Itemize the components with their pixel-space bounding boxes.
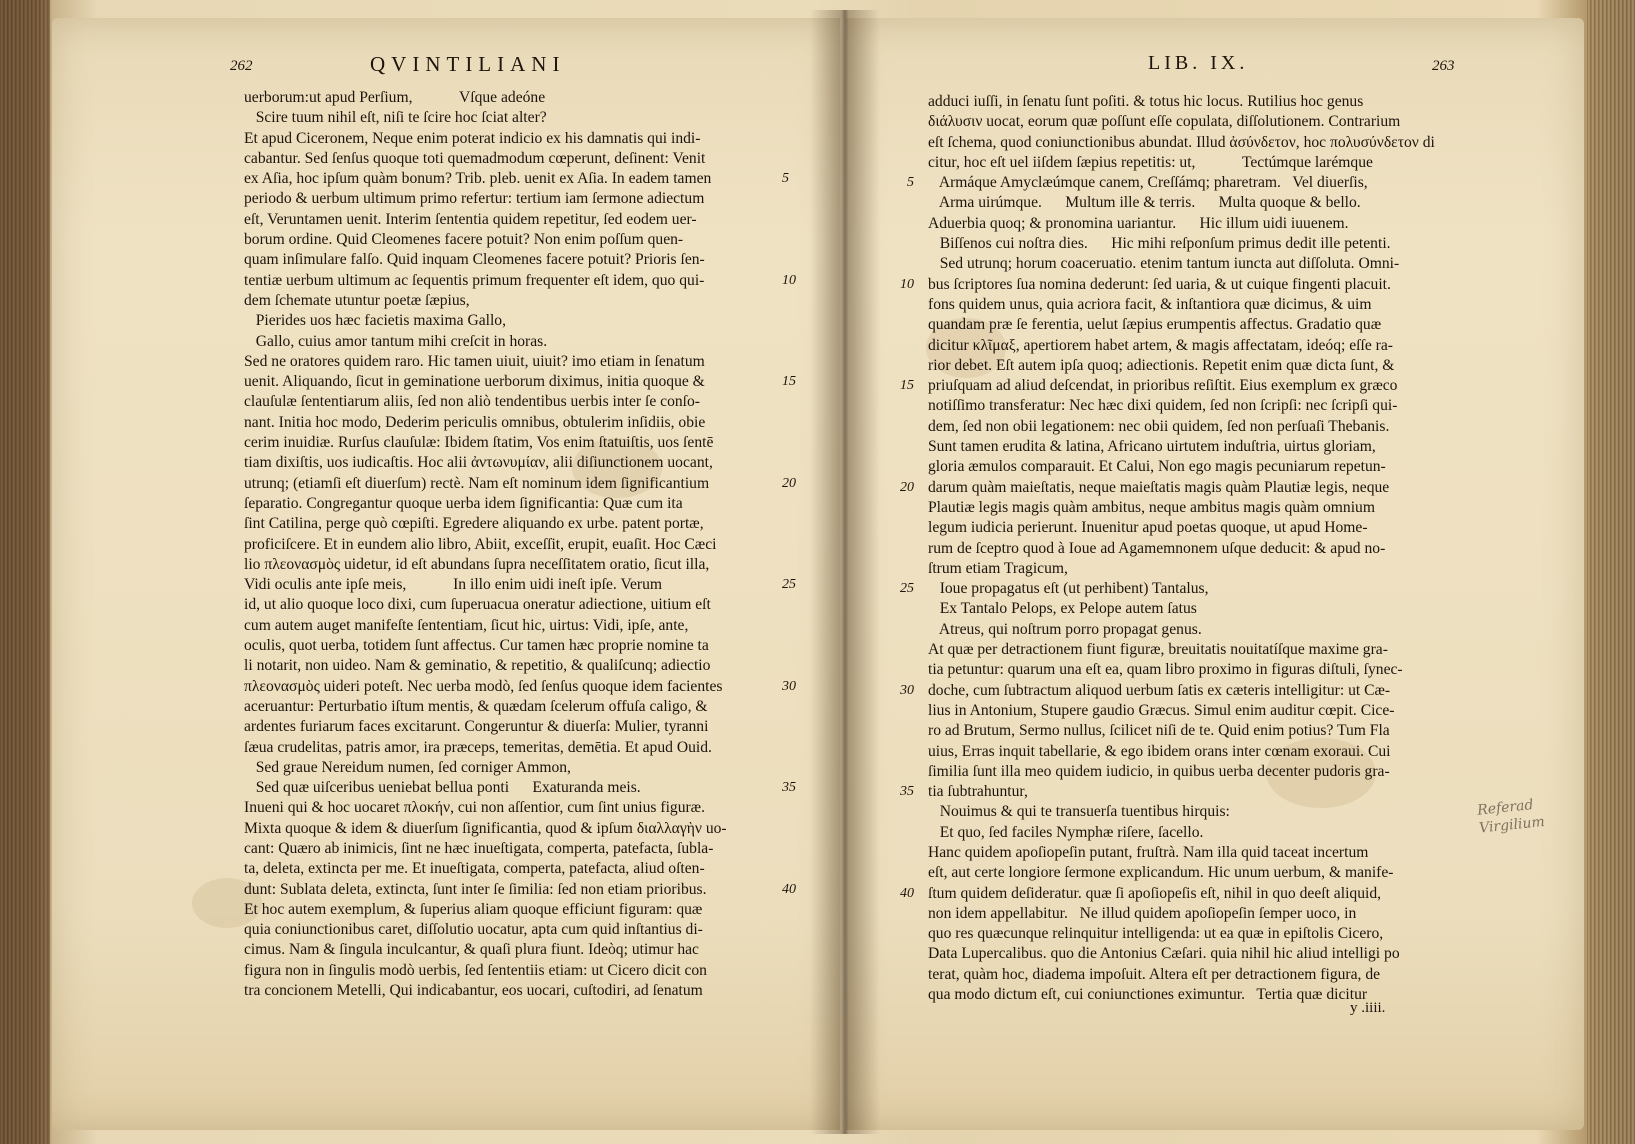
- line-text: eſt, Veruntamen uenit. Interim ſententia quidem repetitur, ſed eodem uer-: [244, 210, 697, 228]
- text-line: [244, 271, 796, 291]
- line-text: oculis, quot uerba, totidem ſunt affectus. Cur tamen hæc proprie nomine ta: [244, 637, 709, 655]
- line-text: li notarit, non uideo. Nam & geminatio, & repetitio, & qualiſcunq; adiectio: [244, 657, 711, 675]
- line-text: tentiæ uerbum ultimum ac ſequentis primum frequenter eſt idem, quo qui-: [244, 271, 705, 289]
- line-text: legum iudicia perierunt. Inuenitur apud poetas quoque, ut apud Home-: [928, 519, 1368, 537]
- text-line: [907, 173, 1456, 193]
- line-text: cerim inuidiæ. Rurſus clauſulæ: Ibidem ſtatim, Vos enim ſtatuiſtis, uos ſentē: [244, 434, 714, 452]
- text-line: [244, 291, 784, 311]
- text-line: [928, 417, 1456, 437]
- line-text: Sed utrunq; horum coaceruatio. etenim tantum iuncta aut diſſoluta. Omni-: [928, 255, 1400, 273]
- text-line: [244, 859, 784, 879]
- line-text: cimus. Nam & ſingula inculcantur, & quaſi plura fiunt. Ideòq; utimur hac: [244, 941, 699, 959]
- text-line: [244, 372, 796, 392]
- text-line: [928, 133, 1456, 153]
- text-line: [928, 336, 1456, 356]
- line-text: Hanc quidem apoſiopeſin putant, fruſtrà. Nam illa quid taceat incertum: [928, 843, 1369, 861]
- line-text: doche, cum ſubtractum aliquod uerbum ſatis ex cæteris intelligitur: ut Cæ-: [928, 681, 1391, 699]
- line-text: notiſſimo transferatur: Nec hæc dixi quidem, ſed non ſcripſi: nec ſcripſi qui-: [928, 397, 1398, 415]
- line-text: Sed quæ uiſceribus ueniebat bellua ponti Exaturanda meis.: [244, 779, 641, 797]
- line-text: dicitur κλῖμαξ, apertiorem habet artem, & magis affectatam, ideóq; eſſe ra-: [928, 336, 1393, 354]
- line-text: ſeparatio. Congregantur quoque uerba idem ſignificantia: Quæ cum ita: [244, 494, 683, 512]
- line-text: Gallo, cuius amor tantum mihi creſcit in horas.: [244, 332, 548, 350]
- text-line: [244, 656, 784, 676]
- line-number: 30: [782, 678, 796, 694]
- text-line: [928, 640, 1456, 660]
- line-text: ro ad Brutum, Sermo nullus, ſcilicet niſi de te. Quid enim potius? Tum Fla: [928, 722, 1390, 740]
- line-number: 10: [900, 276, 914, 292]
- line-text: At quæ per detractionem fiunt figuræ, breuitatis nouitatíſque maxime gra-: [928, 641, 1388, 659]
- text-line: [244, 981, 784, 1001]
- text-line: [900, 579, 1456, 599]
- line-text: Sunt tamen erudita & latina, Africano uirtutem induſtria, uirtus gloriam,: [928, 438, 1376, 456]
- right-text-block: [900, 92, 1456, 1005]
- line-text: tra concionem Metelli, Qui indicabantur, eos uocari, cuſtodiri, ad ſenatum: [244, 982, 703, 1000]
- line-number: 35: [782, 780, 796, 796]
- text-line: [244, 616, 784, 636]
- text-line: [928, 802, 1456, 822]
- line-text: uenit. Aliquando, ſicut in geminatione uerborum diximus, initia quoque &: [244, 373, 705, 391]
- line-text: priuſquam ad aliud deſcendat, in prioribus reſiſtit. Eius exemplum ex græco: [928, 377, 1398, 395]
- text-line: [928, 742, 1456, 762]
- line-text: lio πλεονασμὸς uidetur, id eſt abundans ſupra neceſſitatem oratio, ſicut illa,: [244, 555, 710, 573]
- text-line: [244, 839, 784, 859]
- line-text: id, ut alio quoque loco dixi, cum ſuperuacua oneratur adiectione, uitium eſt: [244, 596, 711, 614]
- text-line: [244, 555, 784, 575]
- left-text-block: [244, 88, 796, 1001]
- line-text: proficiſcere. Et in eundem alio libro, Abiit, exceſſit, erupit, euaſit. Hoc Cæci: [244, 535, 717, 553]
- text-line: [928, 904, 1456, 924]
- text-line: [928, 559, 1456, 579]
- line-number: 5: [907, 175, 914, 191]
- line-text: figura non in ſingulis modò uerbis, ſed ſententiis etiam: ut Cicero dicit con: [244, 961, 707, 979]
- text-line: [928, 112, 1456, 132]
- text-line: [928, 214, 1456, 234]
- catchword: y .iiii.: [1350, 1000, 1386, 1016]
- text-line: [928, 315, 1456, 335]
- text-line: [244, 798, 784, 818]
- line-text: tia ſubtrahuntur,: [928, 783, 1028, 801]
- text-line: [928, 762, 1456, 782]
- line-text: cant: Quæro ab inimicis, ſint ne hæc inueſtigata, comperta, patefacta, ſubla-: [244, 839, 714, 857]
- text-line: [928, 254, 1456, 274]
- text-line: [244, 575, 796, 595]
- line-text: ſimilia ſunt illa meo quidem iudicio, in quibus uerba decenter pudoris gra-: [928, 762, 1390, 780]
- text-line: [928, 823, 1456, 843]
- line-number: 35: [900, 784, 914, 800]
- text-line: [928, 518, 1456, 538]
- text-line: [244, 88, 784, 108]
- right-folio-number: 263: [1432, 58, 1455, 74]
- line-text: Data Lupercalibus. quo die Antonius Cæſari. quia nihil hic aliud intelligi po: [928, 945, 1400, 963]
- line-text: Et apud Ciceronem, Neque enim poterat indicio ex his damnatis qui indi-: [244, 129, 701, 147]
- line-text: ſtum quidem deſideratur. quæ ſi apoſiopeſis eſt, nihil in quo deeſt aliquid,: [928, 884, 1382, 902]
- line-text: tia petuntur: quarum una eſt ea, quam libro proximo in figuras diſtuli, ſynec-: [928, 661, 1403, 679]
- text-line: [244, 250, 784, 270]
- text-line: [928, 539, 1456, 559]
- text-line: [928, 356, 1456, 376]
- text-line: [928, 620, 1456, 640]
- text-line: [244, 230, 784, 250]
- text-line: [244, 758, 784, 778]
- text-line: [928, 599, 1456, 619]
- page-edges-left: [0, 0, 50, 1144]
- line-number: 20: [782, 475, 796, 491]
- text-line: [900, 782, 1456, 802]
- text-line: [244, 880, 796, 900]
- text-line: [928, 924, 1456, 944]
- line-text: Et hoc autem exemplum, & ſuperius aliam quoque efficiunt figuram: quæ: [244, 900, 703, 918]
- text-line: [928, 396, 1456, 416]
- line-text: eſt ſchema, quod coniunctionibus abundat. Illud ἀσύνδετον, hoc πολυσύνδετον di: [928, 133, 1435, 151]
- text-line: [244, 778, 796, 798]
- text-line: [244, 738, 784, 758]
- text-line: [244, 940, 784, 960]
- text-line: [244, 535, 784, 555]
- page-edges-right: [1587, 0, 1635, 1144]
- line-text: clauſulæ ſententiarum aliis, ſed non aliò tendentibus uerbis inter ſe conſo-: [244, 393, 701, 411]
- line-text: gloria æmulos comparauit. Et Calui, Non ego magis pecuniarum repetun-: [928, 458, 1386, 476]
- line-text: eſt, aut certe longiore ſermone explicandum. Hic unum uerbum, & manife-: [928, 864, 1394, 882]
- line-number: 30: [900, 682, 914, 698]
- line-number: 40: [900, 885, 914, 901]
- line-text: Vidi oculis ante ipſe meis, In illo enim uidi ineſt ipſe. Verum: [244, 576, 663, 594]
- line-text: quam inſimulare falſo. Quid inquam Cleomenes facere potuit? Prioris ſen-: [244, 251, 705, 269]
- text-line: [244, 677, 796, 697]
- text-line: [928, 193, 1456, 213]
- text-line: [244, 453, 784, 473]
- text-line: [928, 153, 1456, 173]
- line-number: 20: [900, 479, 914, 495]
- line-text: quia coniunctionibus caret, diſſolutio uocatur, apta cum quid inſtantius di-: [244, 921, 703, 939]
- line-text: cabantur. Sed ſenſus quoque toti quemadmodum cœperunt, deſinent: Venit: [244, 149, 706, 167]
- line-text: Sed graue Nereidum numen, ſed corniger Ammon,: [244, 758, 571, 776]
- text-line: [244, 920, 784, 940]
- text-line: [244, 149, 784, 169]
- line-text: ſtrum etiam Tragicum,: [928, 559, 1068, 577]
- line-number: 25: [900, 581, 914, 597]
- text-line: [928, 863, 1456, 883]
- line-text: Scire tuum nihil eſt, niſi te ſcire hoc ſciat alter?: [244, 109, 547, 127]
- text-line: [244, 697, 784, 717]
- text-line: [244, 332, 784, 352]
- line-number: 5: [782, 171, 789, 187]
- line-text: nant. Initia hoc modo, Dederim periculis omnibus, obtulerim inſidiis, obie: [244, 413, 706, 431]
- line-text: ta, deleta, extincta per me. Et inueſtigata, comperta, patefacta, aliud oſten-: [244, 860, 705, 878]
- line-text: adduci iuſſi, in ſenatu ſunt poſiti. & totus hic locus. Rutilius hoc genus: [928, 93, 1364, 110]
- text-line: [900, 376, 1456, 396]
- line-text: Et quo, ſed faciles Nymphæ riſere, ſacello.: [928, 823, 1204, 841]
- line-text: Atreus, qui noſtrum porro propagat genus.: [928, 620, 1202, 638]
- text-line: [244, 129, 784, 149]
- line-text: Arma uirúmque. Multum ille & terris. Multa quoque & bello.: [928, 194, 1361, 212]
- text-line: [928, 295, 1456, 315]
- text-line: [244, 514, 784, 534]
- text-line: [244, 392, 784, 412]
- line-text: Inueni qui & hoc uocaret πλοκήν, cui non aſſentior, cum ſint unius figuræ.: [244, 799, 705, 817]
- line-text: dem ſchemate utuntur poetæ ſæpius,: [244, 291, 470, 309]
- line-text: Plautiæ legis magis quàm ambitus, neque ambitus magis quàm omnium: [928, 498, 1375, 516]
- line-text: tiam dixiſtis, uos iudicaſtis. Hoc alii ἀντωνυμίαν, alii diſiunctionem uocant,: [244, 454, 713, 472]
- line-text: Aduerbia quoq; & pronomina uariantur. Hic illum uidi iuuenem.: [928, 214, 1349, 232]
- line-text: qua modo dictum eſt, cui coniunctiones eximuntur. Tertia quæ dicitur: [928, 986, 1368, 1004]
- text-line: [244, 413, 784, 433]
- line-text: Armáque Amyclæúmque canem, Creſſámq; pharetram. Vel diuerſis,: [928, 174, 1368, 192]
- text-line: [244, 595, 784, 615]
- text-line: [244, 210, 784, 230]
- text-line: [928, 944, 1456, 964]
- line-text: πλεονασμὸς uideri poteſt. Nec uerba modò, ſed ſenſus quoque idem facientes: [244, 677, 723, 695]
- line-text: quandam præ ſe ferentia, uelut ſæpius erumpentis affectus. Gradatio quæ: [928, 316, 1382, 334]
- line-text: non idem appellabitur. Ne illud quidem apoſiopeſin ſemper uoco, in: [928, 904, 1357, 922]
- text-line: [900, 681, 1456, 701]
- line-text: cum autem auget manifeſte ſententiam, ſicut hic, uirtus: Vidi, ipſe, ante,: [244, 616, 689, 634]
- text-line: [928, 498, 1456, 518]
- line-number: 15: [782, 374, 796, 390]
- line-number: 40: [782, 881, 796, 897]
- text-line: [244, 636, 784, 656]
- line-text: rior debet. Eſt autem ipſa quoq; adiectionis. Repetit enim quæ dicta ſunt, &: [928, 356, 1395, 374]
- text-line: [928, 965, 1456, 985]
- text-line: [244, 169, 789, 189]
- line-text: periodo & uerbum ultimum primo refertur: tertium iam ſermone adiectum: [244, 190, 705, 208]
- text-line: [928, 234, 1456, 254]
- line-text: utrunq; (etiamſi eſt diuerſum) rectè. Nam eſt nominum idem ſignificantium: [244, 474, 710, 492]
- left-running-head: QVINTILIANI: [370, 52, 566, 76]
- line-text: quo res quæcunque relinquitur intelligenda: ut ea quæ in epiſtolis Cicero,: [928, 925, 1384, 943]
- text-line: [244, 433, 784, 453]
- line-text: uerborum:ut apud Perſium, Vſque adeóne: [244, 89, 546, 106]
- text-line: [244, 474, 796, 494]
- line-text: lius in Antonium, Stupere gaudio Græcus. Simul enim auditur cœpit. Cice-: [928, 701, 1395, 719]
- text-line: [244, 961, 784, 981]
- line-text: fons quidem unus, quia acriora facit, & inſtantiora quæ dicimus, & uim: [928, 295, 1372, 313]
- line-text: uius, Erras inquit tabellarie, & ego ibidem orans inter cœnam exoraui. Cui: [928, 742, 1391, 760]
- line-text: Ex Tantalo Pelops, ex Pelope autem ſatus: [928, 600, 1197, 618]
- text-line: [928, 843, 1456, 863]
- left-folio-number: 262: [230, 58, 253, 74]
- line-text: dunt: Sublata deleta, extincta, ſunt inter ſe ſimilia: ſed non etiam prioribus.: [244, 880, 707, 898]
- line-text: Mixta quoque & idem & diuerſum ſignificantia, quod & ipſum διαλλαγὴν uo-: [244, 819, 727, 837]
- text-line: [900, 275, 1456, 295]
- line-text: Sed ne oratores quidem raro. Hic tamen uiuit, uiuit? imo etiam in ſenatum: [244, 352, 705, 370]
- text-line: [928, 457, 1456, 477]
- line-text: terat, quàm hoc, diadema impoſuit. Altera eſt per detractionem figura, de: [928, 965, 1381, 983]
- text-line: [244, 189, 784, 209]
- line-text: Nouimus & qui te transuerſa tuentibus hirquis:: [928, 803, 1230, 821]
- line-text: ex Aſia, hoc ipſum quàm bonum? Trib. pleb. uenit ex Aſia. In eadem tamen: [244, 170, 712, 188]
- line-text: rum de ſceptro quod à Ioue ad Agamemnonem uſque deducit: & apud no-: [928, 539, 1386, 557]
- text-line: [900, 884, 1456, 904]
- text-line: [928, 701, 1456, 721]
- line-number: 25: [782, 577, 796, 593]
- right-running-head: LIB. IX.: [1148, 52, 1249, 74]
- line-text: ſint Catilina, perge quò cœpiſti. Egredere aliquando ex urbe. patent portæ,: [244, 515, 704, 533]
- line-text: διάλυσιν uocat, eorum quæ poſſunt eſſe copulata, diſſolutionem. Contrarium: [928, 113, 1401, 131]
- text-line: [244, 494, 784, 514]
- line-text: darum quàm maieſtatis, neque maieſtatis magis quàm Plautiæ legis, neque: [928, 478, 1390, 496]
- text-line: [928, 721, 1456, 741]
- text-line: [244, 311, 784, 331]
- text-line: [244, 717, 784, 737]
- line-text: borum ordine. Quid Cleomenes facere potuit? Non enim poſſum quen-: [244, 231, 684, 249]
- text-line: [900, 478, 1456, 498]
- line-text: Biſſenos cui noſtra dies. Hic mihi reſponſum primus dedit ille petenti.: [928, 235, 1391, 253]
- book-gutter: [810, 10, 880, 1134]
- line-text: dem, ſed non obii legationem: nec obii quidem, ſed non perſuaſi Thebanis.: [928, 417, 1390, 435]
- line-number: 15: [900, 378, 914, 394]
- line-text: ardentes furiarum faces excitarunt. Congeruntur & diuerſa: Mulier, tyranni: [244, 718, 709, 736]
- line-text: Pierides uos hæc facietis maxima Gallo,: [244, 312, 507, 330]
- line-text: ſæua crudelitas, patris amor, ira præceps, temeritas, demētia. Et apud Ouid.: [244, 738, 712, 756]
- text-line: [244, 108, 784, 128]
- text-line: [928, 660, 1456, 680]
- text-line: [244, 900, 784, 920]
- line-text: citur, hoc eſt uel iiſdem ſæpius repetitis: ut, Tectúmque larémque: [928, 153, 1373, 171]
- text-line: [928, 437, 1456, 457]
- text-line: [244, 352, 784, 372]
- handwritten-margin-note: Referad Virgilium: [1476, 796, 1546, 837]
- text-line: [244, 819, 784, 839]
- line-text: bus ſcriptores ſua nomina dederunt: ſed uaria, & ut cuique fingenti placuit.: [928, 275, 1391, 293]
- text-line: [928, 92, 1456, 112]
- line-text: Ioue propagatus eſt (ut perhibent) Tantalus,: [928, 580, 1209, 598]
- line-number: 10: [782, 272, 796, 288]
- line-text: aceruantur: Perturbatio iſtum mentis, & quædam ſcelerum offuſa caligo, &: [244, 697, 708, 715]
